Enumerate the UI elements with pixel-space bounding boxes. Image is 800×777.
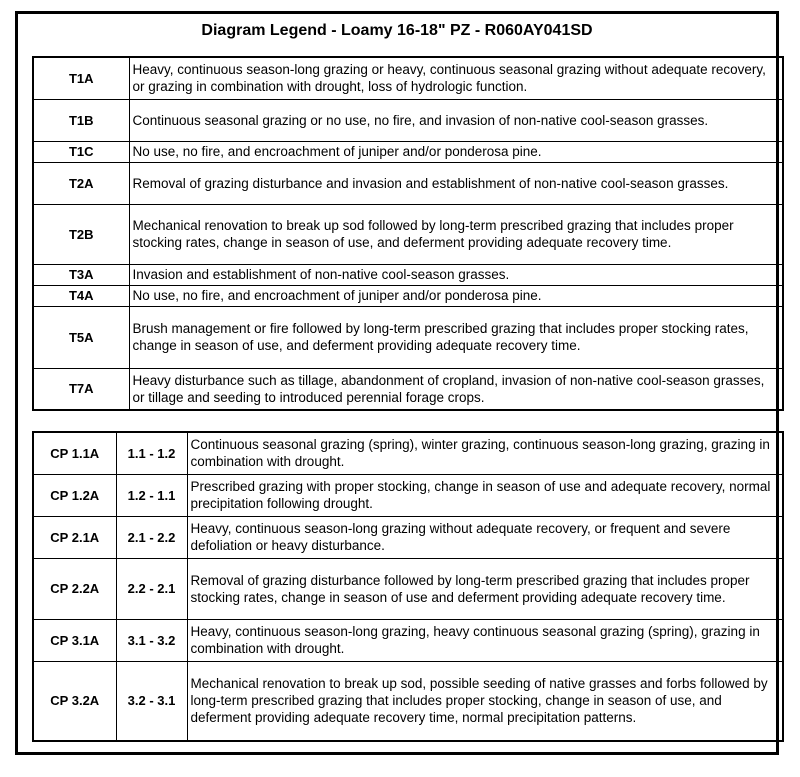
- transition-description: Brush management or fire followed by long-term prescribed grazing that includes proper stocking rates, change in season of use, and deferment providing adequate recovery time.: [129, 306, 783, 368]
- table-row: [33, 306, 783, 368]
- transition-code: T2A: [33, 162, 129, 204]
- pathway-range: 2.1 - 2.2: [116, 516, 187, 558]
- table-row: [33, 99, 783, 141]
- table-row: [33, 57, 783, 99]
- legend-title: Diagram Legend - Loamy 16-18" PZ - R060AY041SD: [201, 22, 593, 39]
- transition-description: Mechanical renovation to break up sod followed by long-term prescribed grazing that includes proper stocking rates, change in season of use, and deferment providing adequate recovery time.: [129, 204, 783, 264]
- transition-description: No use, no fire, and encroachment of juniper and/or ponderosa pine.: [129, 141, 783, 162]
- transition-description: Heavy disturbance such as tillage, abandonment of cropland, invasion of non-native cool-season grasses, or tillage and seeding to introduced perennial forage crops.: [129, 368, 783, 410]
- transition-code: T7A: [33, 368, 129, 410]
- transitions-table: [32, 56, 784, 411]
- table-row: [33, 285, 783, 306]
- pathway-range: 2.2 - 2.1: [116, 558, 187, 619]
- table-row: [33, 141, 783, 162]
- transition-code: T1B: [33, 99, 129, 141]
- transition-code: T5A: [33, 306, 129, 368]
- pathway-code: CP 2.2A: [33, 558, 116, 619]
- pathway-description: Continuous seasonal grazing (spring), winter grazing, continuous season-long grazing, grazing in combination with drought.: [187, 432, 783, 474]
- pathway-range: 1.2 - 1.1: [116, 474, 187, 516]
- pathway-description: Heavy, continuous season-long grazing without adequate recovery, or frequent and severe defoliation or heavy disturbance.: [187, 516, 783, 558]
- transition-description: Removal of grazing disturbance and invasion and establishment of non-native cool-season grasses.: [129, 162, 783, 204]
- pathway-description: Removal of grazing disturbance followed by long-term prescribed grazing that includes proper stocking rates, change in season of use and deferment providing adequate recovery time.: [187, 558, 783, 619]
- transition-code: T3A: [33, 264, 129, 285]
- pathway-description: Heavy, continuous season-long grazing, heavy continuous seasonal grazing (spring), grazing in combination with drought.: [187, 619, 783, 661]
- pathway-code: CP 2.1A: [33, 516, 116, 558]
- legend-frame: [15, 11, 779, 755]
- pathway-code: CP 1.2A: [33, 474, 116, 516]
- transition-description: Invasion and establishment of non-native cool-season grasses.: [129, 264, 783, 285]
- transition-description: No use, no fire, and encroachment of juniper and/or ponderosa pine.: [129, 285, 783, 306]
- table-row: [33, 264, 783, 285]
- table-row: [33, 619, 783, 661]
- transition-code: T1C: [33, 141, 129, 162]
- community-pathways-table: [32, 431, 784, 742]
- pathway-code: CP 3.2A: [33, 661, 116, 741]
- table-row: [33, 432, 783, 474]
- pathway-range: 3.2 - 3.1: [116, 661, 187, 741]
- table-row: [33, 368, 783, 410]
- pathway-code: CP 1.1A: [33, 432, 116, 474]
- table-row: [33, 162, 783, 204]
- transition-description: Continuous seasonal grazing or no use, no fire, and invasion of non-native cool-season grasses.: [129, 99, 783, 141]
- transition-code: T1A: [33, 57, 129, 99]
- transition-code: T2B: [33, 204, 129, 264]
- table-row: [33, 474, 783, 516]
- table-row: [33, 204, 783, 264]
- pathway-description: Mechanical renovation to break up sod, possible seeding of native grasses and forbs followed by long-term prescribed grazing that includes proper stocking, change in season of use, and deferment providing adequate recovery time, normal precipitation patterns.: [187, 661, 783, 741]
- pathway-code: CP 3.1A: [33, 619, 116, 661]
- table-row: [33, 516, 783, 558]
- transition-description: Heavy, continuous season-long grazing or heavy, continuous seasonal grazing without adequate recovery, or grazing in combination with drought, loss of hydrologic function.: [129, 57, 783, 99]
- pathway-description: Prescribed grazing with proper stocking, change in season of use and adequate recovery, normal precipitation following drought.: [187, 474, 783, 516]
- table-row: [33, 661, 783, 741]
- pathway-range: 3.1 - 3.2: [116, 619, 187, 661]
- table-row: [33, 558, 783, 619]
- transition-code: T4A: [33, 285, 129, 306]
- pathway-range: 1.1 - 1.2: [116, 432, 187, 474]
